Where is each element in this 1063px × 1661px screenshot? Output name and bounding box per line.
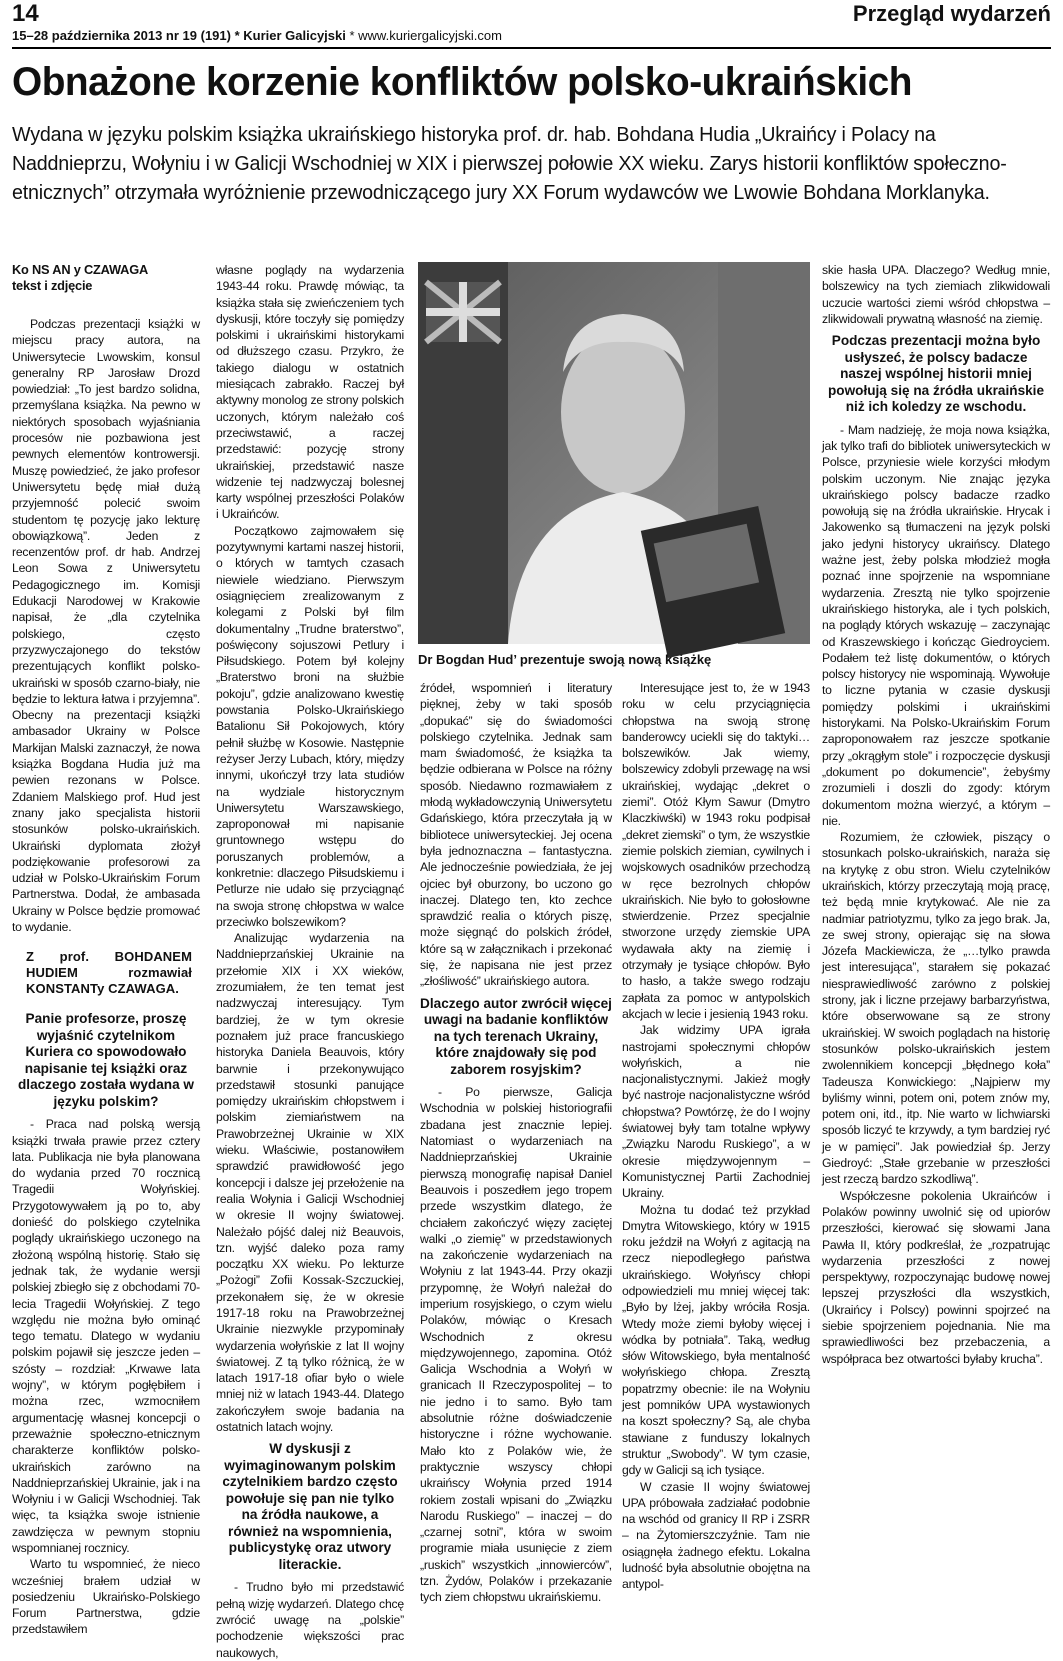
paragraph: - Trudno było mi przedstawić pełną wizję wydarzeń. Dlatego chcę zwrócić uwagę na „polskie” pochodzenie większości prac naukowych, bbox=[216, 1580, 404, 1660]
paragraph: Analizując wydarzenia na Naddnieprzańskiej Ukrainie na przełomie XIX i XX wieków, zrozumiałem, że ten temat jest nadzwyczaj interesujący. Tym bardziej, że w tym okresie poznałem już prace francuskiego historyka Daniela Beauvois, który barwnie i przekonywująco przedstawił stosunki panujące pomiędzy ukraińskim chłopstwem i polskim ziemiaństwem na Prawobrzeżnej Ukrainie w XIX wieku. Właściwie, postanowiłem sprawdzić prawidłowość jego koncepcji i dalsze jej przełożenie na realia Wołynia i Galicji Wschodniej w okresie II wojny światowej. Należało pójść dalej niż Beauvois, tzn. wyjść daleko poza ramy początku XX wieku. Po lekturze „Pożogi” Zofii Kossak-Szczuckiej, przekonałem się, że w okresie 1917-18 roku na Prawobrzeżnej Ukrainie niezwykle przypominały wydarzenia wołyńskie z lat II wojny światowej. Z tą tylko różnicą, że w latach 1917-18 ofiar było o wiele mniej niż w latach 1943-44. Dlatego zakończyłem swoje badania na ostatnich latach wojny. bbox=[216, 931, 404, 1435]
question-heading: Dlaczego autor zwrócił więcej uwagi na badanie konfliktów na tych terenach Ukrainy, które znajdowały się pod zaborem rosyjskim? bbox=[420, 995, 612, 1077]
paragraph: - Po pierwsze, Galicja Wschodnia w polskiej historiografii zbadana jest znacznie lepiej. Natomiast o wydarzeniach na Naddnieprzańskiej Ukrainie pierwszą monografię napisał Daniel Beauvois i poszedłem jego tropem przede wszystkim dlatego, że chciałem zakończyć więzy zaciętej walki „o ziemię” w przedstawionych na zakończenie wydarzeniach na Wołyniu z lat 1943-44. Przy okazji przypomnę, że Wołyń należał do imperium rosyjskiego, o czym wielu Polaków, mówiąc o Kresach Wschodnich z okresu międzywojennego, zapomina. Otóż Galicja Wschodnia a Wołyń w granicach II Rzeczypospolitej – to nie jedno i to samo. Było tam absolutnie różne doświadczenie historyczne i różne wychowanie. Mało kto z Polaków wie, że praktycznie wszyscy chłopi ukraińscy Wołynia przed 1914 rokiem zostali wpisani do „Związku Narodu Ruskiego” – inaczej – do „czarnej sotni”, która w swoim programie miała usunięcie z ziem „ruskich” wszystkich „innowierców”, tzn. Żydów, Polaków i przekazanie tych ziem chłopstwu ukraińskiemu. bbox=[420, 1085, 612, 1605]
masthead bbox=[12, 2, 1051, 48]
question-heading: Panie profesorze, proszę wyjaśnić czytelnikom Kuriera co spowodowało napisanie tej książki oraz dlaczego została wydana w języku polskim? bbox=[17, 1011, 194, 1109]
column-2 bbox=[216, 262, 404, 1660]
photo-image bbox=[418, 262, 810, 644]
paragraph: Jak widzimy UPA igrała nastrojami społecznymi chłopów wołyńskich, a nie nacjonalistycznymi. Jakież mogły być nastroje nacjonalistyczne wśród chłopstwa? Powtórzę, że do I wojny światowej były tam totalne wpływy „Związku Narodu Ruskiego”, a w okresie międzywojennym – Komunistycznej Partii Zachodniej Ukrainy. bbox=[622, 1023, 810, 1201]
question-heading: W dyskusji z wyimaginowanym polskim czytelnikiem bardzo często powołuje się pan nie tylko na źródła naukowe, a również na wspomnienia, publicystykę oraz utwory literackie. bbox=[222, 1441, 398, 1572]
paragraph: Współczesne pokolenia Ukraińców i Polaków powinny uwolnić się od upiorów przeszłości, kierować się słowami Jana Pawła II, który podkreślał, że „rozpatrując wydarzenia przeszłości z nowej perspektywy, rozpoczynając budowę nowej lepszej przyszłości dla wszystkich, (Ukraińcy i Polscy) powinni spojrzeć na siebie spojrzeniem pojednania. Nie ma sprawiedliwości bez przebaczenia, a współpraca bez otwartości byłaby krucha”. bbox=[822, 1188, 1050, 1366]
byline-role: tekst i zdjęcie bbox=[12, 278, 93, 293]
paragraph: - Praca nad polską wersją książki trwała prawie przez cztery lata. Publikacja nie była planowana do wydania przed 70 rocznicą Tragedii Wołyńskiej. Przygotowywałem ją po to, aby donieść do polskiego czytelnika poglądy ukraińskiego uczonego na złożoną wspólną historię. Stało się jednak tak, że wydanie wersji polskiej zbiegło się z obchodami 70-lecia Tragedii Wołyńskiej. Z tego względu nie można było ominąć tego tematu. Dlatego w wydaniu polskim pojawił się jeszcze jeden – szósty – rozdział: „Krwawe lata wojny”, w którym pogłębiłem i można rzec, wzmocniłem argumentację własnej koncepcji o przeważnie społeczno-etnicznym charakterze konfliktów polsko-ukraińskich zarówno na Naddnieprzańskiej Ukrainie, jak i na Wołyniu i w Galicji Wschodniej. Tak więc, ta książka swoje istnienie zawdzięcza w pewnym stopniu wspomnianej rocznicy. bbox=[12, 1117, 200, 1555]
byline-author: Ko NS AN y CZAWAGA bbox=[12, 262, 148, 277]
photo-caption: Dr Bogdan Hud’ prezentuje swoją nową książkę bbox=[418, 652, 712, 667]
paragraph: skie hasła UPA. Dlaczego? Według mnie, bolszewicy na tych ziemiach zlikwidowali uczucie wartości ziemi wśród chłopstwa – zlikwidowali prywatną własność na ziemię. bbox=[822, 263, 1050, 326]
column-5 bbox=[822, 262, 1050, 1647]
paragraph: źródeł, wspomnień i literatury pięknej, żeby w taki sposób „dopukać” się do świadomości polskiego czytelnika. Jednak sam mam świadomość, że książka ta będzie odbierana w Polsce na różny sposób. Niedawno rozmawiałem z młodą wykładowczynią Uniwersytetu Gdańskiego, która przeczytała ją w bibliotece uniwersyteckiej. Jej ocena była jednoznaczna – fantastyczna. Ale jednocześnie powiedziała, że jej ojciec był oburzony, bo uczono go inaczej. Dlatego ten, kto zechce sprawdzić realia o których piszę, może sięgnąć do polskich źródeł, które są w załącznikach i przekonać się, że napisana nie jest przez „złośliwość” ukraińskiego autora. bbox=[420, 681, 612, 989]
header-rule bbox=[12, 47, 1051, 49]
article-headline: Obnażone korzenie konfliktów polsko-ukraińskich bbox=[12, 60, 912, 104]
paragraph: własne poglądy na wydarzenia 1943-44 roku. Prawdę mówiąc, ta książka stała się zwieńczeniem tych dyskusji, które toczyły się pomiędzy polskimi i ukraińskimi historykami od dłuższego czasu. Przykro, że takiego dialogu w ostatnich miesiącach zabrakło. Raczej był aktywny monolog ze strony polskich uczonych, którym należało coś przeciwstawić, a raczej przedstawić: pozycję strony ukraińskiej, przedstawić nasze widzenie tej nadzwyczaj bolesnej karty wspólnej przeszłości Polaków i Ukraińców. bbox=[216, 263, 404, 522]
section-title: Przegląd wydarzeń bbox=[852, 1, 1051, 26]
question-heading: Podczas prezentacji można było usłyszeć, że polscy badacze naszej wspólnej historii mniej powołują się na źródła ukraińskie niż ich koledzy ze wschodu. bbox=[827, 333, 1045, 415]
author-photo bbox=[418, 262, 810, 644]
issue-date: 15–28 października 2013 nr 19 (191) * Kurier Galicyjski bbox=[12, 28, 346, 43]
paragraph: Interesujące jest to, że w 1943 roku w celu przyciągnięcia chłopstwa na swoją stronę banderowcy ucieklі się do taktyki… bolszewików. Jak wiemy, bolszewicy zdobyli przewagę na wsi ukraińskiej, wydając „dekret o ziemi”. Otóż Kłym Sawur (Dmytro Klaczkiwśki) w 1943 roku podpisał „dekret ziemski” o tym, że wszystkie ziemie polskich ziemian, cywilnych i wojskowych osadników przechodzą w ręce bezrolnych chłopów ukraińskich. Nie było to gołosłowne stwierdzenie. Przez specjalnie stworzone urzędy ziemskie UPA wydawała akty na ziemię i otrzymały je tysiące chłopów. Było to hasło, a także swego rodzaju zapłata za pomoc w antypolskich akcjach w lecie i jesienią 1943 roku. bbox=[622, 681, 810, 1021]
paragraph: Można tu dodać też przykład Dmytra Witowskiego, który w 1915 roku jeździł na Wołyń z agitacją na rzecz niepodległego państwa ukraińskiego. Wołyńscy chłopi odpowiedzieli mu mniej więcej tak: „Było by lżej, jakby wróciła Rosja. Wtedy może ziemi byłoby więcej i wódka by potniała”. Taką, według słów Witowskiego, była mentalność wołyńskiego chłopa. Zresztą popatrzmy obecnie: ile na Wołyniu jest pomników UPA wystawionych na koszt społeczny? Są, ale chyba stawiane z funduszy lokalnych struktur „Swobody”. W tym czasie, gdy w Galicji są ich tysiące. bbox=[622, 1202, 810, 1478]
paragraph: Rozumiem, że człowiek, piszący o stosunkach polsko-ukraińskich, naraża się na krytykę z obu stron. Wielu czytelników ukraińskich, którzy przeczytają moją pracę, też będą mnie krytykować. Ale nie za nadmiar patriotyzmu, tylko za jego brak. Ja, ze swej strony, opierając się na słowa Józefa Mackiewicza, że „…tylko prawda jest interesująca”, starałem się pokazać niesprawiedliwość zarówno z polskiej strony, jak i liczne przejawy barbarzyństwa, które obserwowane są ze strony ukraińskiej. W swoich poglądach na historię stosunków polsko-ukraińskich jestem zwolennikiem koncepcji „błędnego koła” Tadeusza Konwickiego: „Najpierw my byliśmy winni, potem oni, potem znów my, potem oni, itd., itp. Nie warto w lichwiarski sposób liczyć te krzywdy, a tym bardziej ryć je w pamięci”. Jak powiedział śp. Jerzy Giedroyć: „Stałe grzebanie w przeszłości jest rzeczą bardzo szkodliwą”. bbox=[822, 830, 1050, 1187]
page-number: 14 bbox=[12, 0, 39, 27]
paragraph: Początkowo zajmowałem się pozytywnymi kartami naszej historii, o których w tamtych czasach niewiele wiedziano. Pierwszym osiągnięciem zrealizowanym z kolegami z Polski był film dokumentalny „Trudne braterstwo”, poświęcony sojuszowi Petlury i Piłsudskiego. Potem był kolejny „Braterstwo broni na służbie pokoju”, gdzie analizowano kwestię powstania Polsko-Ukraińskiego Batalionu Sił Pokojowych, który pełnił służbę w Kosowie. Następnie reżyser Jerzy Lubach, który, między innymi, ukończył trzy lata studiów na wydziale historycznym Uniwersytetu Warszawskiego, zaproponował mi napisanie gruntownego wstępu do poruszanych problemów, a konkretnie: dlaczego Piłsudskiemu i Petlurze nie udało się przyciągnąć na swoja stronę chłopstwa w walce przeciwko bolszewikom? bbox=[216, 523, 404, 929]
article-lead: Wydana w języku polskim książka ukraińskiego historyka prof. dr. hab. Bohdana Hudia „Ukraińcy i Polacy na Naddnieprzu, Wołyniu i w Galicji Wschodniej w XIX i pierwszej połowie XX wieku. Zarys historii konfliktów społeczno-etnicznych” otrzymała wyróżnienie przewodniczącego jury XX Forum wydawców we Lwowie Bohdana Morklanyka. bbox=[12, 123, 1007, 204]
column-3 bbox=[420, 680, 612, 1647]
website-link[interactable]: * www.kuriergalicyjski.com bbox=[349, 28, 502, 43]
paragraph: Podczas prezentacji książki w miejscu pracy autora, na Uniwersytecie Lwowskim, konsul generalny RP Jarosław Drozd powiedział: „To jest bardzo solidna, przemyślana książka. Na pewno w niektórych sposobach wyjaśniania procesów nie pozbawiona jest pewnych elementów kontrowersji. Muszę powiedzieć, że jako profesor Uniwersytetu będę miał dużą przyjemność polecić swoim studentom tę pozycję jako lekturę obowiązkową”. Jeden z recenzentów prof. dr hab. Andrzej Leon Sowa z Uniwersytetu Pedagogicznego im. Komisji Edukacji Narodowej w Krakowie napisał, że „dla czytelnika polskiego, często przyzwyczajonego do tekstów prezentujących konflikt polsko-ukraiński w sposób czarno-biały, nie będzie to lektura łatwa i przyjemna”. Obecny na prezentacji książki ambasador Ukrainy w Polsce Markijan Malski zaznaczył, że nowa książka Bogdana Hudia już ma pewien rezonans w Polsce. Zdaniem Malskiego prof. Hud jest znany jako specjalista historii stosunków polsko-ukraińskich. Ukraiński dyplomata złożył podziękowanie profesorowi za udział w Polsko-Ukraińskim Forum Partnerstwa. Dodał, że ambasada Ukrainy w Polsce będzie promować to wydanie. bbox=[12, 317, 200, 934]
byline bbox=[12, 262, 200, 294]
issue-info bbox=[12, 28, 502, 43]
interview-note: Z prof. BOHDANEM HUDIEM rozmawiał KONSTANTy CZAWAGA. bbox=[26, 949, 192, 997]
paragraph: - Mam nadzieję, że moja nowa książka, jak tylko trafi do bibliotek uniwersyteckich w Polsce, przyniesie wiele korzyści młodym polskim uczonym. Nie znając języka ukraińskiego polscy badacze rzadko powołują się na źródła ukraińskie. Hrycak i Jakowenko są tłumaczeni na język polski jako jedyni historycy ukraińscy. Dlatego ważne jest, żeby polska młodzież mogła poznać inne spojrzenie na wspomniane wydarzenia. Zresztą nie tylko spojrzenie ukraińskiego historyka, ale i tych polskich, na poglądy których wskazuję – zaczynając od Kraszewskiego i kończąc Giedroyciem. Podałem też listę dokumentów, o których polscy historycy nie wspominają. Wywołuje to liczne pytania w czasie dyskusji pomiędzy polskimi i ukraińskimi historykami. Na Polsko-Ukraińskim Forum zaproponowałem raz jeszcze spotkanie przy „okrągłym stole” i rozpoczęcie dyskusji „dokument po dokumencie”, żebyśmy zrozumieli i doszli do zgody: którym dokumentom można wierzyć, a którym – nie. bbox=[822, 422, 1050, 828]
paragraph: W czasie II wojny światowej UPA próbowała zadziałać podobnie na wschód od granicy II RP i ZSRR – na Żytomierszczyźnie. Tam nie osiągnęła żadnego efektu. Lokalna ludność była absolutnie obojętna na antypol- bbox=[622, 1479, 810, 1592]
column-1 bbox=[12, 262, 200, 1647]
paragraph: Warto tu wspomnieć, że nieco wcześniej brałem udział w posiedzeniu Ukraińsko-Polskiego Forum Partnerstwa, gdzie przedstawiłem bbox=[12, 1557, 200, 1637]
column-4 bbox=[622, 680, 810, 1647]
